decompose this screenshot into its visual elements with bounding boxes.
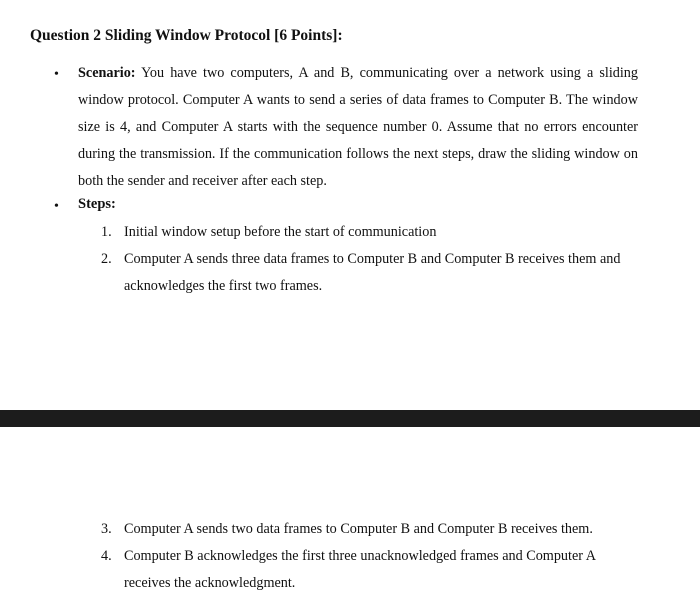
step-item-2 xyxy=(101,246,641,300)
step-item-3 xyxy=(101,516,641,543)
page-divider-bar xyxy=(0,410,700,427)
scenario-bullet: • xyxy=(54,67,59,82)
scenario-paragraph xyxy=(78,60,638,195)
step-number: 1. xyxy=(101,224,112,240)
scenario-text: You have two computers, A and B, communicating over a network using a sliding window protocol. Computer A wants to send a series of data frames to Computer B. The window size is 4, and Computer A starts with the sequence number 0. Assume that no errors encounter during the transmission. If the communication follows the next steps, draw the sliding window on both the sender and receiver after each step. xyxy=(78,65,638,189)
step-number: 3. xyxy=(101,521,112,537)
step-text: Computer A sends three data frames to Computer B and Computer B receives them and acknowledges the first two frames. xyxy=(124,251,621,294)
step-number: 4. xyxy=(101,548,112,564)
steps-label: Steps: xyxy=(78,196,116,212)
question-title: Question 2 Sliding Window Protocol [6 Points]: xyxy=(30,27,343,44)
step-item-4 xyxy=(101,543,641,597)
step-number: 2. xyxy=(101,251,112,267)
step-text: Computer B acknowledges the first three unacknowledged frames and Computer A receives the acknowledgment. xyxy=(124,548,596,591)
step-text: Initial window setup before the start of communication xyxy=(124,224,437,240)
step-text: Computer A sends two data frames to Computer B and Computer B receives them. xyxy=(124,521,593,537)
scenario-label: Scenario: xyxy=(78,65,136,81)
step-item-1 xyxy=(101,219,641,246)
document-page-bottom xyxy=(0,427,700,616)
steps-bullet: • xyxy=(54,199,59,214)
